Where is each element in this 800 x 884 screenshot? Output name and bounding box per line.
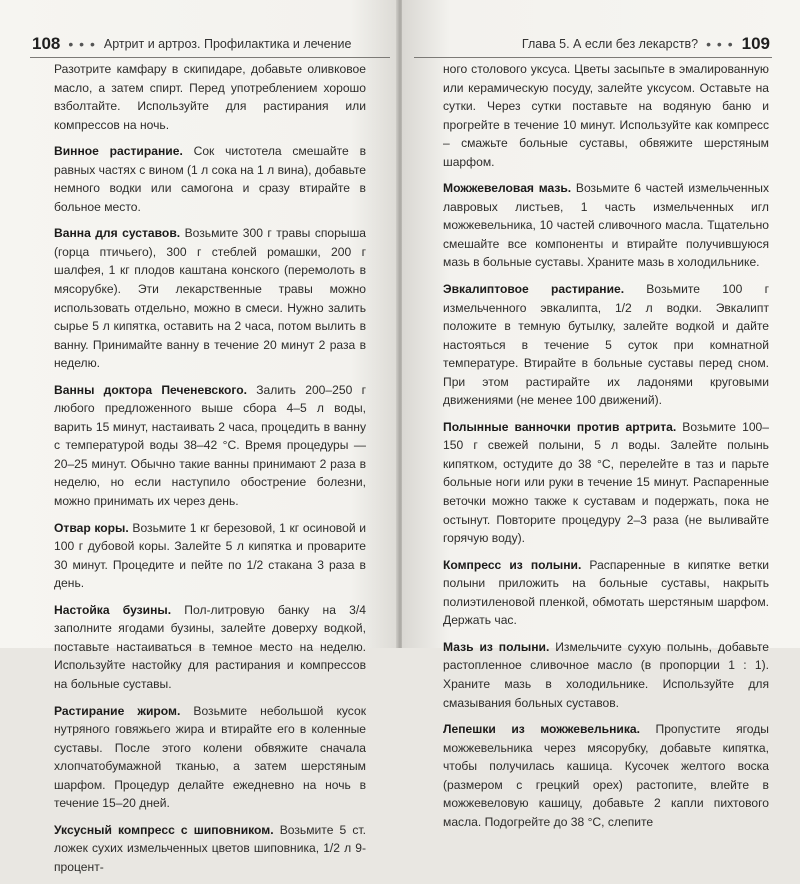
- paragraph-heading: Винное растирание.: [54, 144, 183, 159]
- paragraph-text: Пол-литровую банку на 3/4 заполните ягодами бузины, залейте доверху водкой, поставьте настаиваться в темное место на неделю. Используйте настойку для растирания и компрессов на больные суставы.: [54, 602, 366, 691]
- paragraph: [443, 280, 769, 410]
- left-text-column: [54, 60, 366, 884]
- paragraph: [443, 638, 769, 712]
- header-rule: [30, 57, 390, 58]
- left-page: [0, 0, 398, 874]
- paragraph: [54, 821, 366, 877]
- header-rule: [414, 57, 772, 58]
- header-dots: • • •: [68, 36, 96, 52]
- paragraph-text: Пропустите ягоды можжевельника через мясорубку, добавьте кипятка, чтобы получилась кашица. Кусочек желтого воска (размером с грецкий орех) растопите, влейте в можжевеловую кашицу, добавьте 2 капли пихтового масла. Подогрейте до 38 °C, слепите: [443, 722, 769, 829]
- paragraph-text: Сок чистотела смешайте в равных частях с вином (1 л сока на 1 л вина), добавьте немного водки или самогона и сразу втирайте в больное место.: [54, 144, 366, 214]
- paragraph-text: Залить 200–250 г любого предложенного выше сбора 4–5 л воды, варить 15 минут, настаивать 2 часа, процедить в ванну с температурой воды 38–42 °C. Время процедуры — 20–25 минут. Обычно такие ванны принимают 2 раза в неделю, но если наступило обострение болезни, можно принимать их через день.: [54, 382, 366, 509]
- paragraph: [443, 556, 769, 630]
- paragraph-text: ного столового уксуса. Цветы засыпьте в эмалированную или керамическую посуду, залейте уксусом. Оставьте на сутки. Через сутки поставьте на водяную баню и прогрейте в течение 10 минут. Используйте как компресс – смажьте больные суставы, обвяжите шерстяным шарфом.: [443, 62, 769, 169]
- paragraph: [54, 702, 366, 813]
- paragraph-text: Возьмите небольшой кусок нутряного говяжьего жира и втирайте его в коленные суставы. После этого колени обвяжите сначала хлопчатобумажной тканью, а затем шерстяным шарфом. Процедур делайте ежедневно на ночь в течение 15–20 дней.: [54, 703, 366, 811]
- paragraph-heading: Можжевеловая мазь.: [443, 181, 572, 196]
- paragraph: [54, 601, 366, 694]
- paragraph-heading: Ванна для суставов.: [54, 226, 181, 241]
- paragraph: [443, 418, 769, 548]
- page-number: 108: [32, 34, 61, 53]
- paragraph-text: Распаренные в кипятке ветки полыни приложить на больные суставы, накрыть полиэтиленовой пленкой, обмотать шерстяным шарфом. Держать час.: [443, 557, 769, 628]
- running-title: Глава 5. А если без лекарств?: [521, 37, 699, 51]
- paragraph-heading: Мазь из полыни.: [443, 639, 550, 654]
- paragraph-heading: Полынные ванночки против артрита.: [443, 419, 677, 434]
- paragraph: [54, 381, 366, 511]
- paragraph-heading: Ванны доктора Печеневского.: [54, 382, 247, 397]
- paragraph-text: Возьмите 5 ст. ложек сухих измельченных цветов шиповника, 1/2 л 9-процент-: [54, 822, 366, 874]
- running-title: Артрит и артроз. Профилактика и лечение: [103, 37, 352, 51]
- paragraph-heading: Отвар коры.: [54, 520, 129, 535]
- paragraph: [54, 224, 366, 372]
- paragraph-text: Возьмите 100 г измельченного эвкалипта, 1/2 л водки. Эвкалипт положите в темную бутылку, залейте водкой и дайте настояться в течение 5 суток при комнатной температуре. Втирайте в больные суставы перед сном. При этом растирайте их ладонями круговыми движениями (не менее 100 движений).: [443, 282, 769, 408]
- paragraph: [443, 179, 769, 272]
- paragraph: [443, 60, 769, 171]
- paragraph-heading: Настойка бузины.: [54, 602, 172, 617]
- paragraph-text: Разотрите камфару в скипидаре, добавьте оливковое масло, а затем спирт. Перед употреблением хорошо взболтайте. Используйте для растирания или компрессов на ночь.: [54, 62, 366, 132]
- paragraph: [54, 60, 366, 134]
- paragraph: [54, 142, 366, 216]
- paragraph-heading: Растирание жиром.: [54, 703, 181, 718]
- paragraph-text: Возьмите 100–150 г свежей полыни, 5 л воды. Залейте полынь кипятком, остудите до 38 °C, перелейте в таз и парьте больные ноги или руки в течение 15 минут. Распаренные веточки можно также к суставам и подержать, пока не остынут. Повторите процедуру 2–3 раза (не выливайте горячую воду).: [443, 419, 770, 546]
- paragraph-heading: Эвкалиптовое растирание.: [443, 282, 625, 297]
- paragraph-text: Возьмите 300 г травы спорыша (горца птичьего), 300 г стеблей ромашки, 200 г шалфея, 1 кг плодов каштана конского (перемолоть в мясорубке). Эти лекарственные травы можно использовать отдельно, можно в смеси. Нужно залить сырье 5 л кипятка, оставить на 2 часа, потом вылить в ванну. Принимайте ванну в течение 20 минут 2 раза в неделю.: [54, 226, 366, 371]
- header-dots: • • •: [706, 36, 734, 52]
- right-page: [402, 0, 800, 829]
- paragraph-heading: Лепешки из можжевельника.: [443, 722, 640, 737]
- paragraph-text: Возьмите 6 частей измельченных лавровых листьев, 1 часть измельченных игл можжевельника, 10 частей сливочного масла. Тщательно смешайте все компоненты и втирайте получившуюся мазь в больные суставы. Храните мазь в холодильнике.: [443, 181, 769, 270]
- left-page-header: [32, 34, 351, 54]
- paragraph-heading: Уксусный компресс с шиповником.: [54, 822, 274, 837]
- paragraph: [54, 519, 366, 593]
- right-page-header: [522, 34, 770, 54]
- right-text-column: [443, 60, 769, 839]
- paragraph-text: Возьмите 1 кг березовой, 1 кг осиновой и 100 г дубовой коры. Залейте 5 л кипятка и проварите 30 минут. Процедите и пейте по 1/2 стакана 3 раза в день.: [54, 520, 366, 591]
- page-number: 109: [741, 34, 770, 53]
- paragraph-heading: Компресс из полыни.: [443, 557, 582, 572]
- paragraph: [443, 720, 769, 831]
- paragraph-text: Измельчите сухую полынь, добавьте растопленное сливочное масло (в пропорции 1 : 1). Храните мазь в холодильнике. Используйте для смазывания больных суставов.: [443, 639, 769, 710]
